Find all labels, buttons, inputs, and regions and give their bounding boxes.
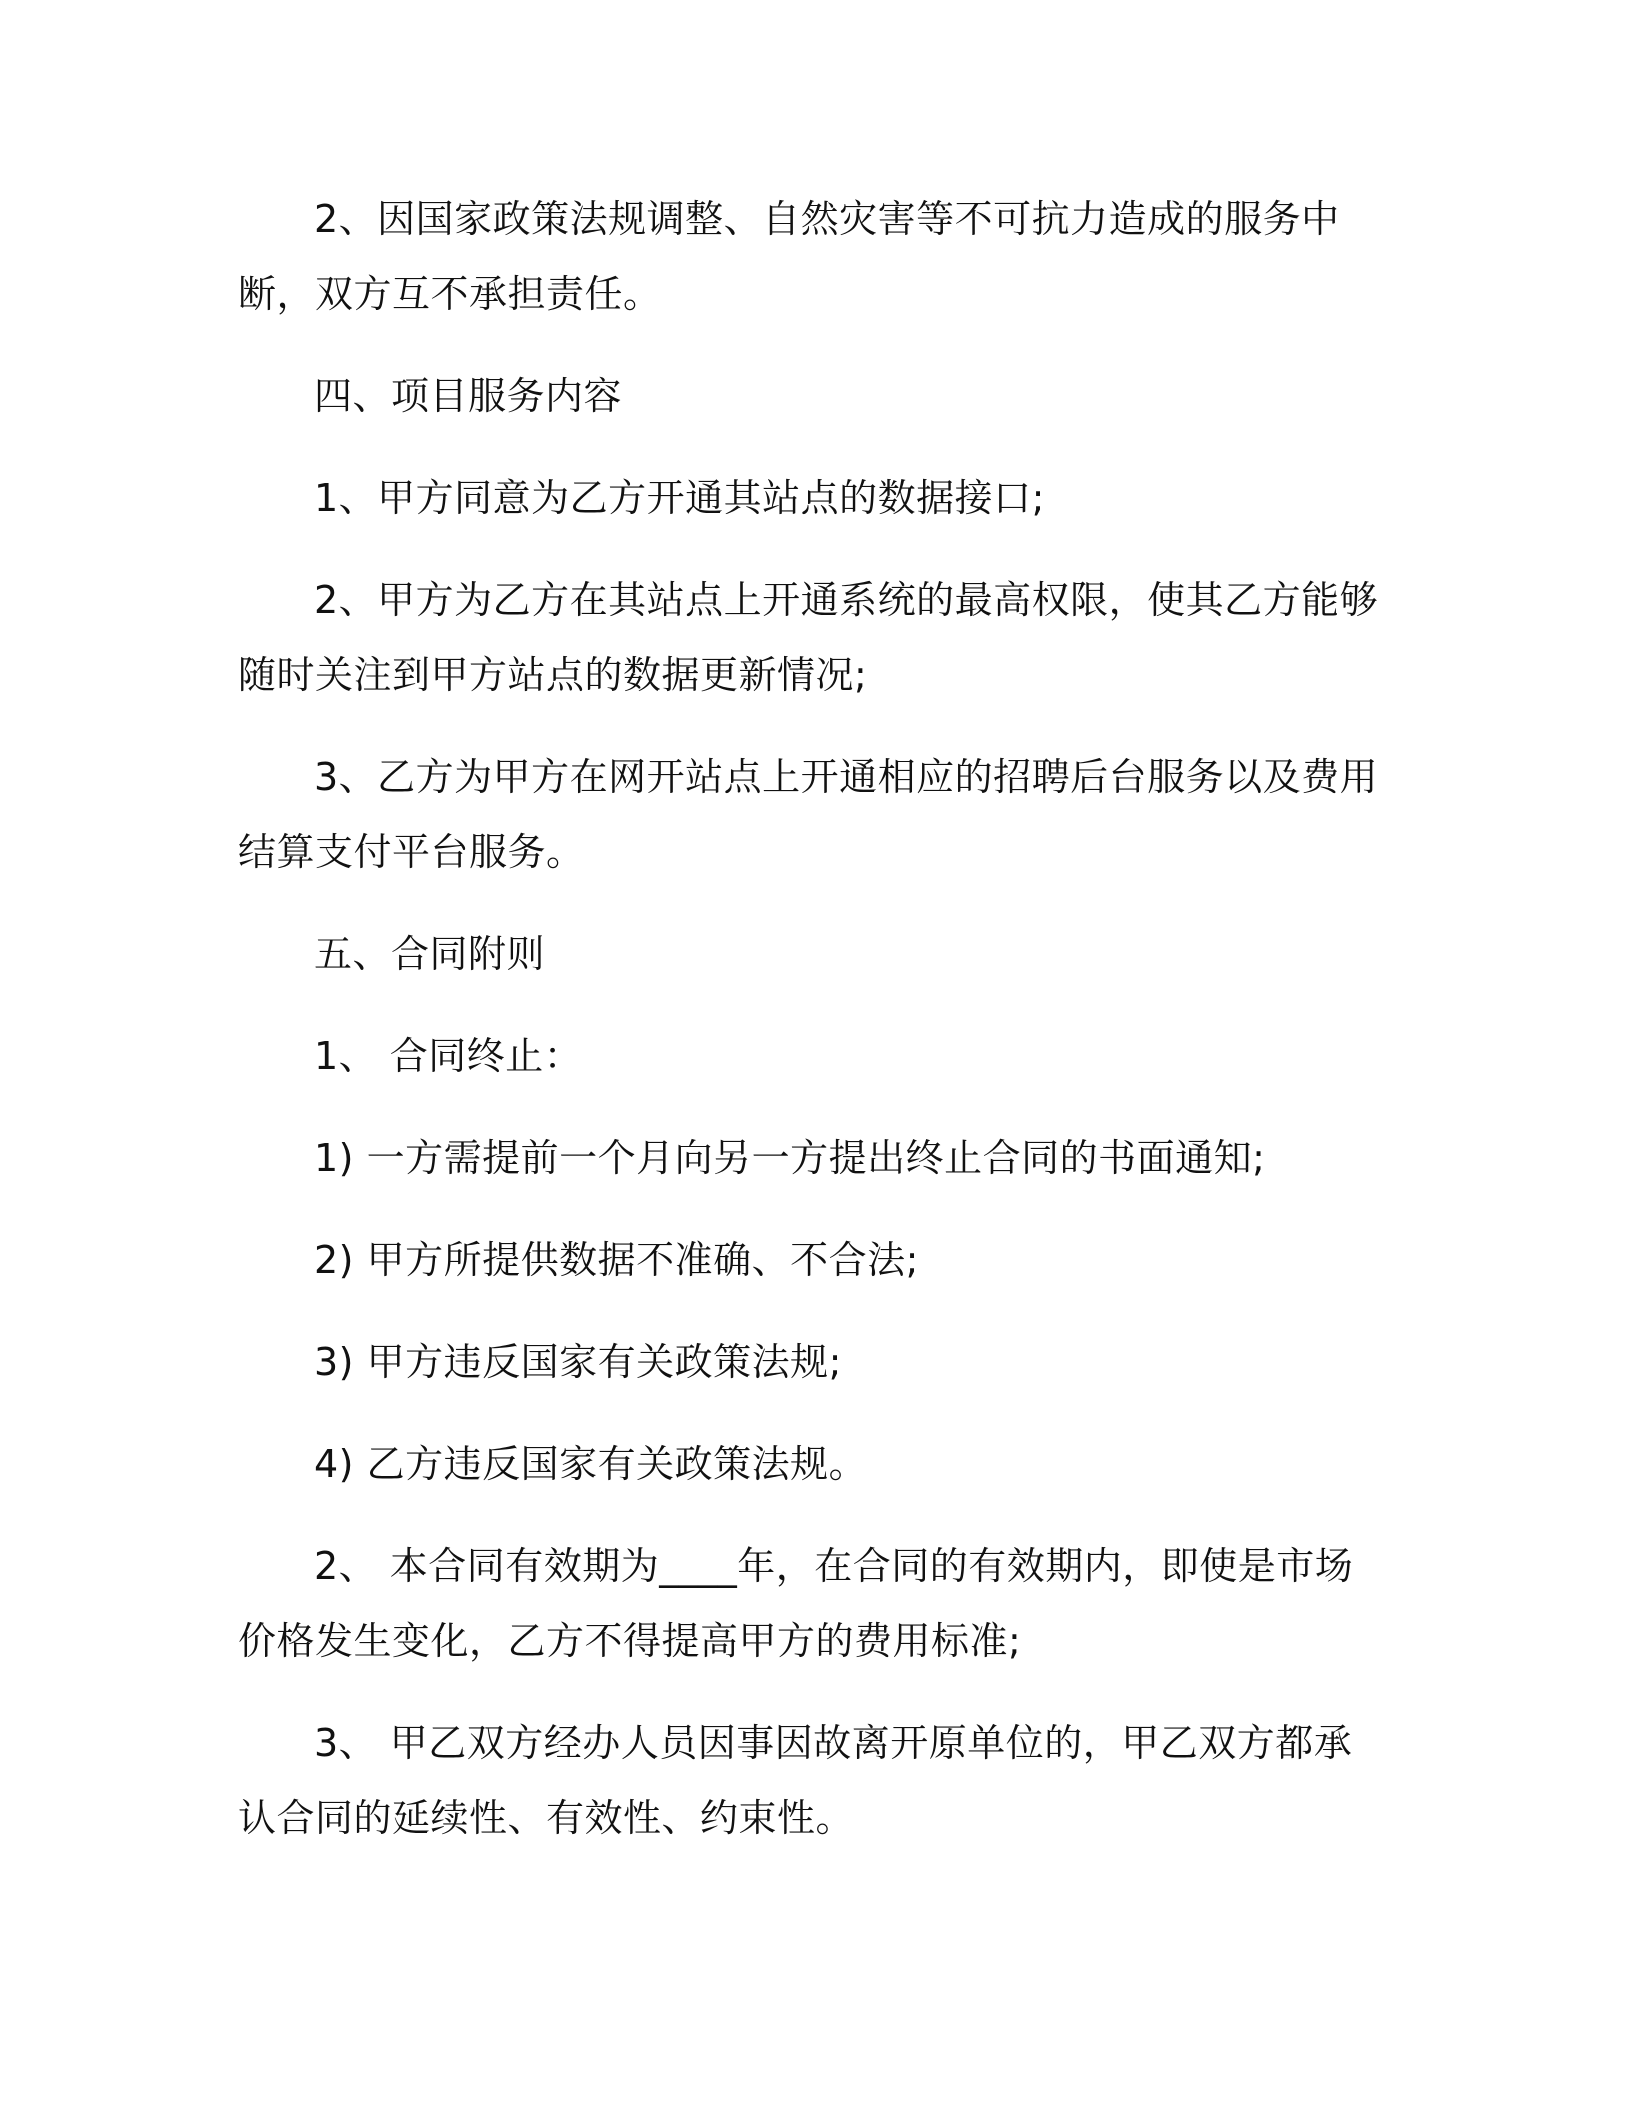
clause-validity-period: 2、 本合同有效期为____年，在合同的有效期内，即使是市场价格发生变化，乙方不得提高甲方的费用标准;: [238, 1544, 1354, 1663]
section-heading-service-content: 四、项目服务内容: [314, 374, 623, 418]
termination-item-2: 2) 甲方所提供数据不准确、不合法;: [314, 1238, 919, 1282]
section-heading-supplementary-terms: 五、合同附则: [314, 932, 546, 976]
termination-item-4: 4) 乙方违反国家有关政策法规。: [314, 1442, 868, 1486]
clause-system-permission: 2、甲方为乙方在其站点上开通系统的最高权限，使其乙方能够随时关注到甲方站点的数据更新情况;: [238, 578, 1379, 697]
termination-item-3: 3) 甲方违反国家有关政策法规;: [314, 1340, 842, 1384]
clause-data-interface: 1、甲方同意为乙方开通其站点的数据接口;: [314, 476, 1045, 520]
clause-contract-continuity: 3、 甲乙双方经办人员因事因故离开原单位的，甲乙双方都承认合同的延续性、有效性、约束性。: [238, 1721, 1353, 1840]
termination-item-1: 1) 一方需提前一个月向另一方提出终止合同的书面通知;: [314, 1136, 1266, 1180]
document-body: [238, 182, 1388, 1856]
clause-force-majeure: 2、因国家政策法规调整、自然灾害等不可抗力造成的服务中断，双方互不承担责任。: [238, 197, 1340, 316]
clause-contract-termination: 1、 合同终止：: [314, 1034, 583, 1078]
clause-recruitment-backend: 3、乙方为甲方在网开站点上开通相应的招聘后台服务以及费用结算支付平台服务。: [238, 755, 1379, 874]
